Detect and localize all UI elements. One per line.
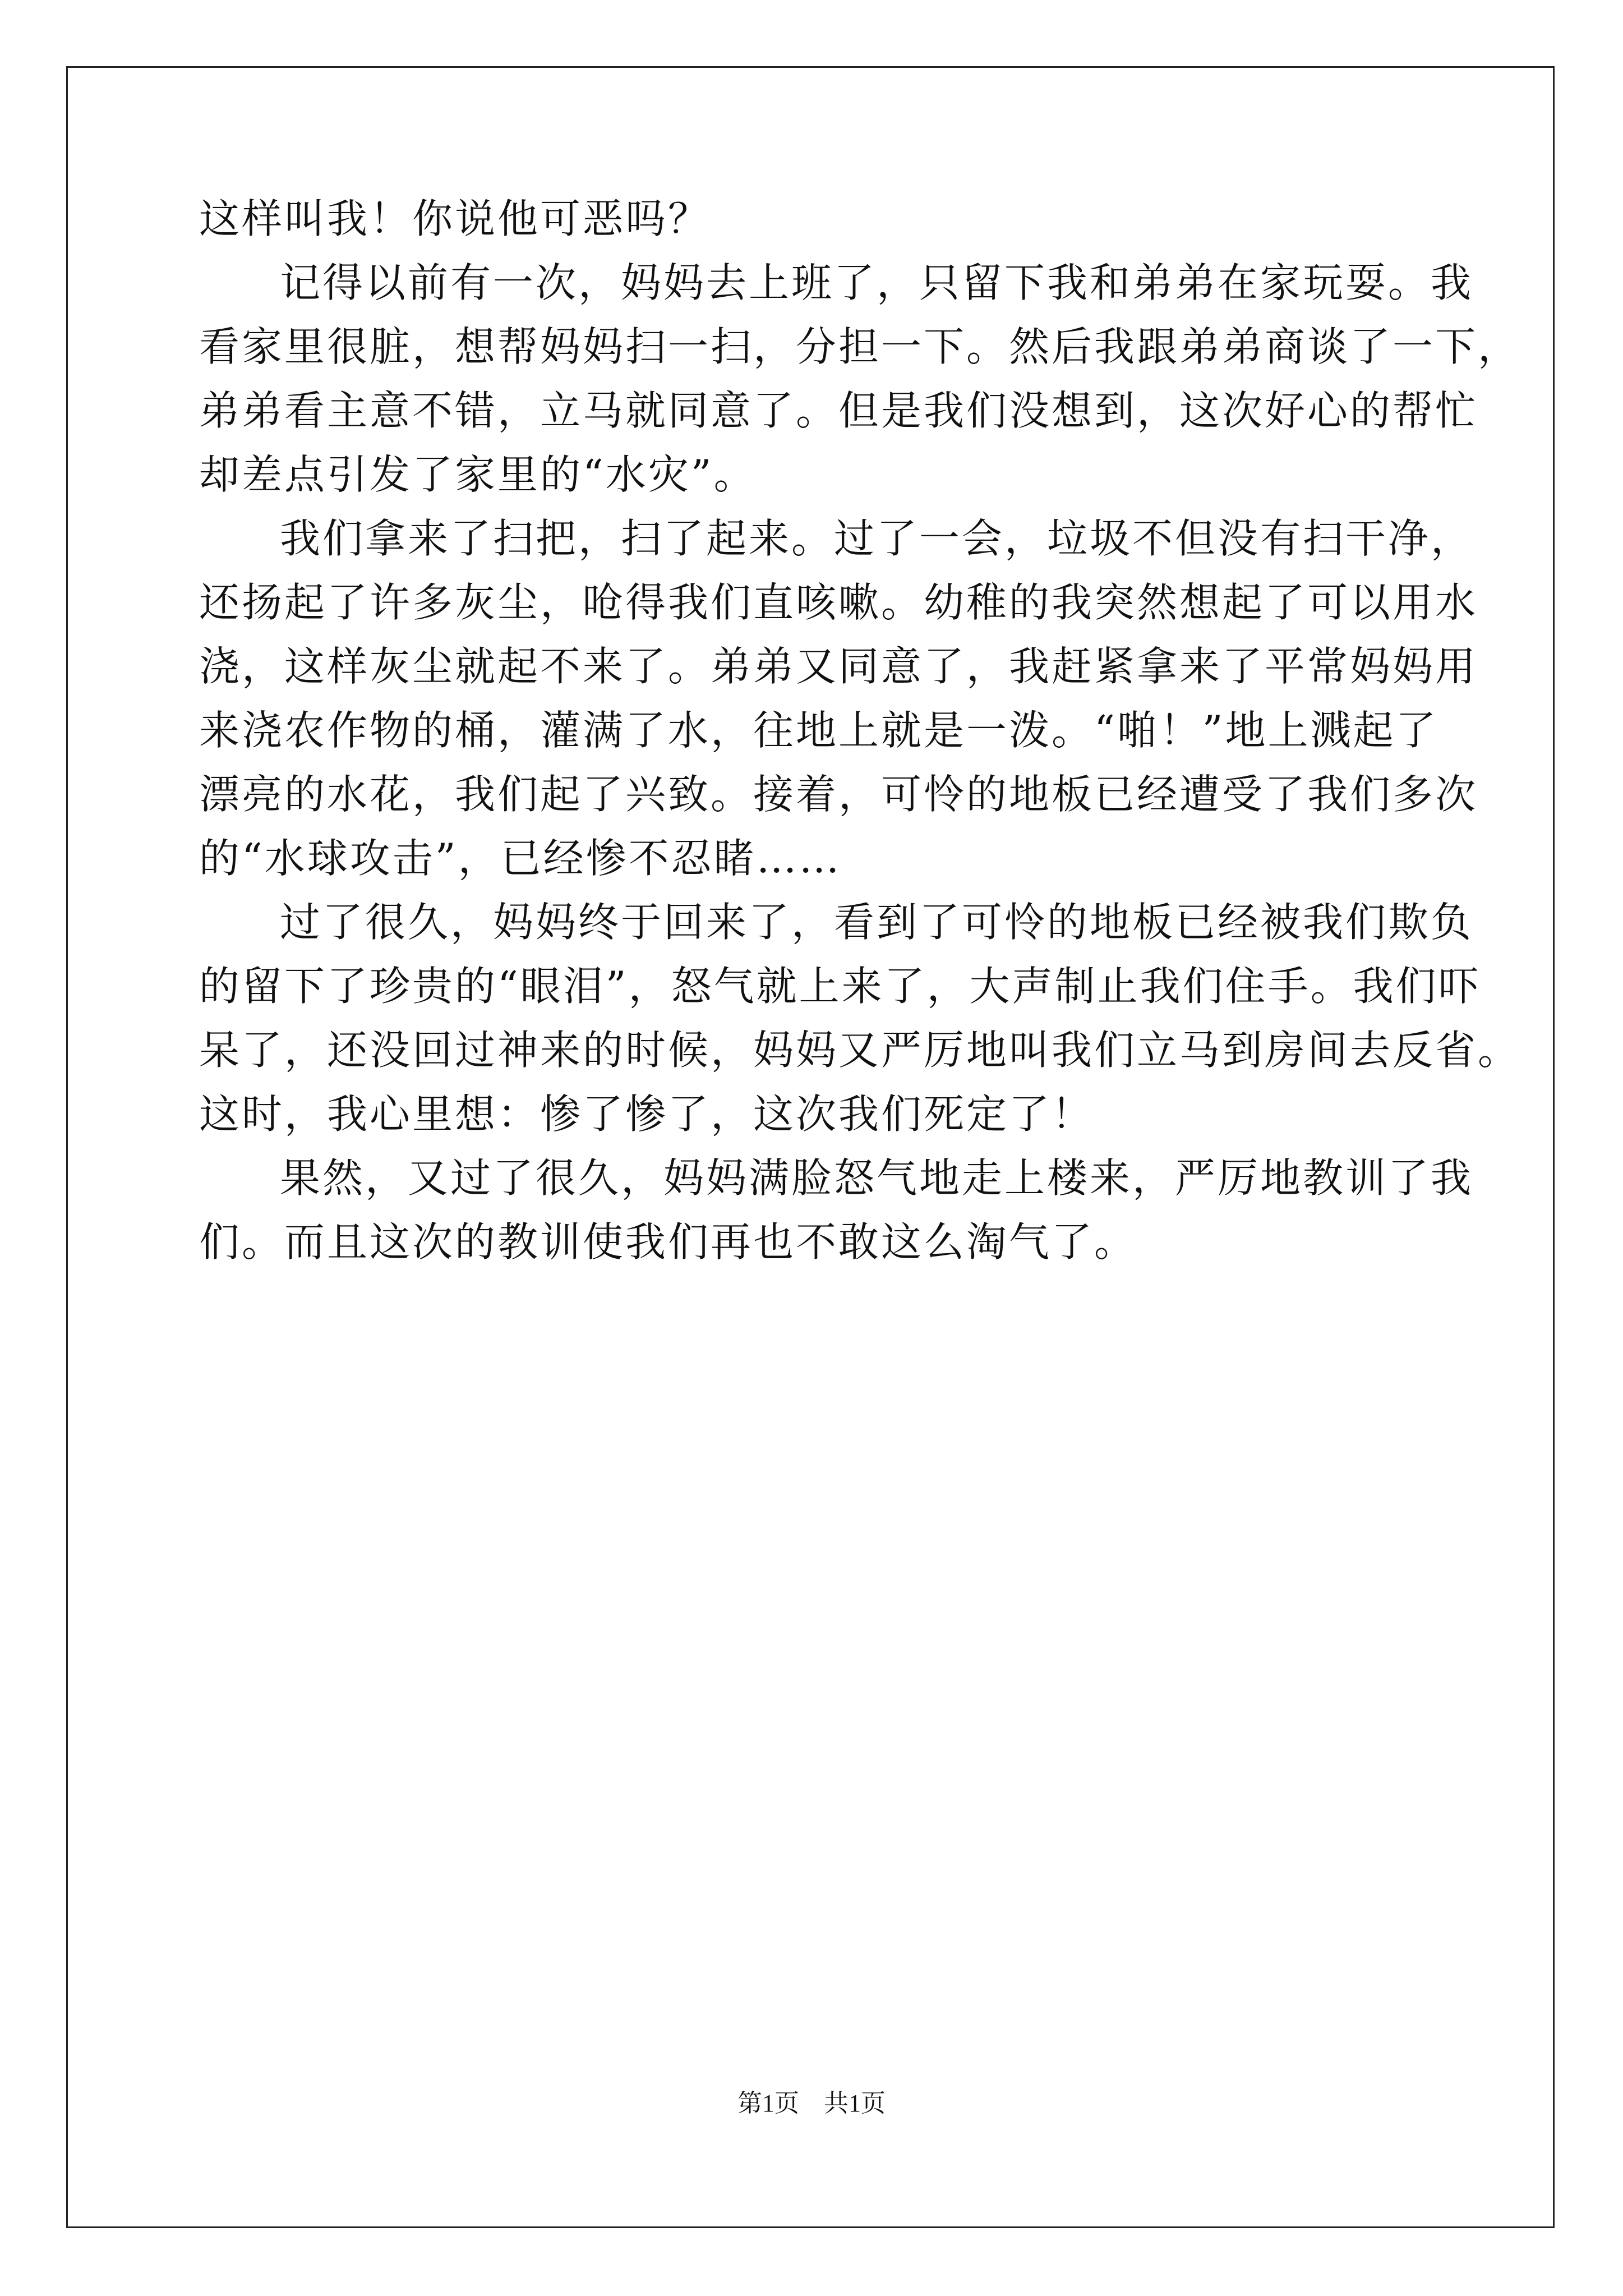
text-line: 的“水球攻击”，已经惨不忍睹……: [199, 835, 842, 882]
paragraph-first-line: 果然，又过了很久，妈妈满脸怒气地走上楼来，严厉地教训了我: [280, 1154, 1474, 1202]
text-line: 呆了，还没回过神来的时候，妈妈又严厉地叫我们立马到房间去反省。: [199, 1027, 1521, 1074]
text-line: 漂亮的水花，我们起了兴致。接着，可怜的地板已经遭受了我们多次: [199, 771, 1478, 818]
paragraph-first-line: 过了很久，妈妈终于回来了，看到了可怜的地板已经被我们欺负: [280, 899, 1474, 946]
text-line: 的留下了珍贵的“眼泪”，怒气就上来了，大声制止我们住手。我们吓: [199, 963, 1481, 1010]
text-line: 们。而且这次的教训使我们再也不敢这么淘气了。: [199, 1218, 1137, 1266]
paragraph-first-line: 记得以前有一次，妈妈去上班了，只留下我和弟弟在家玩耍。我: [280, 259, 1474, 306]
text-line: 弟弟看主意不错，立马就同意了。但是我们没想到，这次好心的帮忙: [199, 387, 1478, 434]
text-line: 看家里很脏，想帮妈妈扫一扫，分担一下。然后我跟弟弟商谈了一下，: [199, 323, 1521, 370]
text-line: 还扬起了许多灰尘，呛得我们直咳嗽。幼稚的我突然想起了可以用水: [199, 579, 1478, 626]
text-line: 来浇农作物的桶，灌满了水，往地上就是一泼。“啪！”地上溅起了: [199, 707, 1438, 754]
text-line: 浇，这样灰尘就起不来了。弟弟又同意了，我赶紧拿来了平常妈妈用: [199, 643, 1478, 690]
text-line: 这时，我心里想：惨了惨了，这次我们死定了！: [199, 1091, 1095, 1138]
page-number: 第1页 共1页: [737, 2090, 886, 2117]
text-line: 这样叫我！你说他可恶吗？: [199, 195, 711, 242]
text-line: 却差点引发了家里的“水灾”。: [199, 451, 757, 498]
paragraph-first-line: 我们拿来了扫把，扫了起来。过了一会，垃圾不但没有扫干净，: [280, 515, 1474, 562]
